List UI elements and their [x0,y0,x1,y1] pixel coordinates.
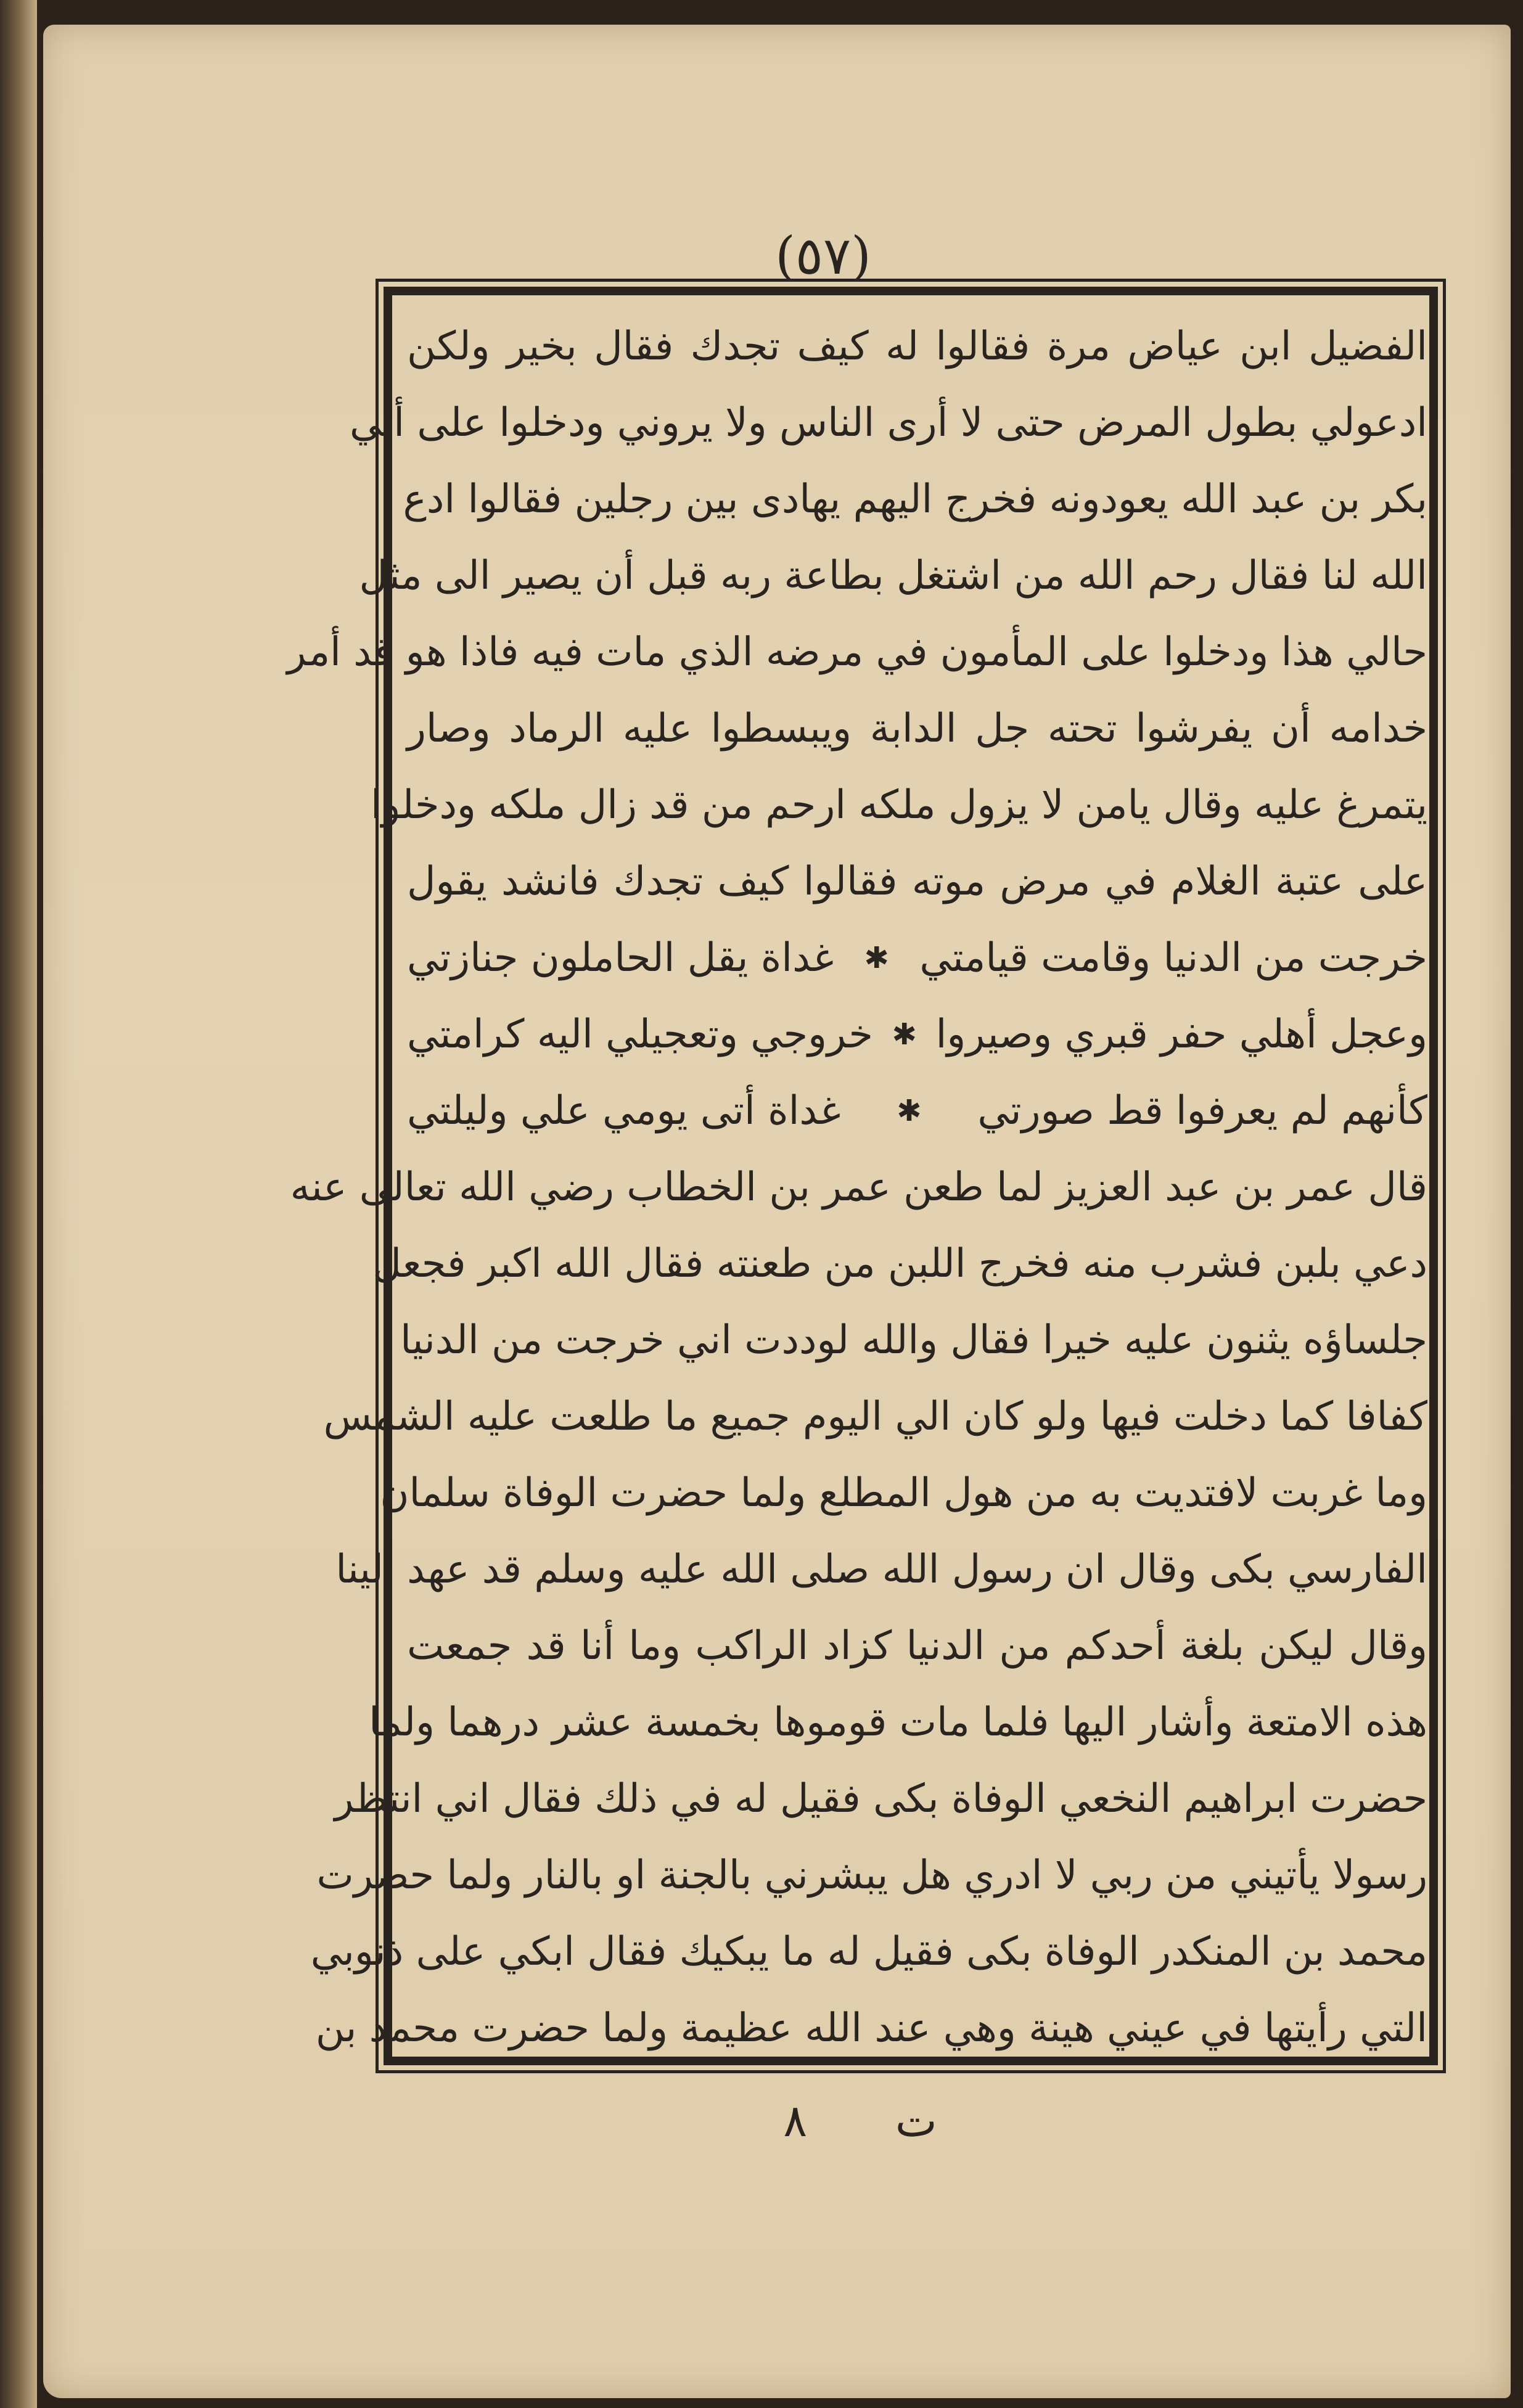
main-text-block [287,308,1428,2051]
verse-second-hemistich: خروجي وتعجيلي اليه كرامتي [407,1012,873,1057]
text-line: ادعولي بطول المرض حتى لا أرى الناس ولا يروني ودخلوا على أبي [350,400,1427,446]
verse-separator-star: ✱ [864,941,889,975]
text-line: كفافا كما دخلت فيها ولو كان الي اليوم جميع ما طلعت عليه الشمس [323,1394,1427,1439]
book-gutter [0,0,37,2408]
signature-mark: ت ٨ [783,2095,937,2147]
verse-separator-star: ✱ [897,1094,922,1128]
text-line: الله لنا فقال رحم الله من اشتغل بطاعة ربه قبل أن يصير الى مثل [359,553,1427,599]
verse-separator-star: ✱ [892,1017,917,1052]
text-line: حضرت ابراهيم النخعي الوفاة بكى فقيل له في ذلك فقال اني انتظر [334,1776,1427,1822]
text-line: على عتبة الغلام في مرض موته فقالوا كيف تجدك فانشد يقول [407,859,1427,904]
verse-first-hemistich: كأنهم لم يعرفوا قط صورتي [977,1088,1427,1134]
text-line: الفارسي بكى وقال ان رسول الله صلى الله عليه وسلم قد عهد الينا [335,1547,1427,1592]
text-line: التي رأيتها في عيني هينة وهي عند الله عظيمة ولما حضرت محمد بن [315,2005,1427,2051]
text-line: قال عمر بن عبد العزيز لما طعن عمر بن الخطاب رضي الله تعالى عنه [290,1165,1427,1210]
text-line: يتمرغ عليه وقال يامن لا يزول ملكه ارحم من قد زال ملكه ودخلوا [370,782,1427,828]
text-line: رسولا يأتيني من ربي لا ادري هل يبشرني بالجنة او بالنار ولما حضرت [316,1853,1427,1898]
verse-first-hemistich: خرجت من الدنيا وقامت قيامتي [919,935,1427,981]
verse-first-hemistich: وعجل أهلي حفر قبري وصيروا [935,1012,1427,1057]
text-line: محمد بن المنكدر الوفاة بكى فقيل له ما يبكيك فقال ابكي على ذنوبي [310,1929,1427,1975]
text-line: وقال ليكن بلغة أحدكم من الدنيا كزاد الراكب وما أنا قد جمعت [407,1623,1427,1669]
poem-verse [407,920,1427,996]
text-line: خدامه أن يفرشوا تحته جل الدابة ويبسطوا عليه الرماد وصار [407,706,1427,751]
text-line: دعي بلبن فشرب منه فخرج اللبن من طعنته فقال الله اكبر فجعل [372,1241,1427,1287]
poem-verse [407,996,1427,1073]
verse-second-hemistich: غداة أتى يومي علي وليلتي [407,1088,841,1134]
poem-verse [407,1073,1427,1149]
text-line: جلساؤه يثنون عليه خيرا فقال والله لوددت اني خرجت من الدنيا [400,1317,1427,1363]
verse-second-hemistich: غداة يقل الحاملون جنازتي [407,935,834,981]
text-line: وما غربت لافتديت به من هول المطلع ولما حضرت الوفاة سلمان [380,1470,1427,1516]
text-line: الفضيل ابن عياض مرة فقالوا له كيف تجدك فقال بخير ولكن [407,324,1428,369]
text-line: بكر بن عبد الله يعودونه فخرج اليهم يهادى بين رجلين فقالوا ادع [403,477,1427,522]
text-line: حالي هذا ودخلوا على المأمون في مرضه الذي مات فيه فاذا هو قد أمر [287,629,1427,675]
page-number: (٥٧) [775,226,871,286]
text-line: هذه الامتعة وأشار اليها فلما مات قوموها بخمسة عشر درهما ولما [369,1700,1427,1745]
